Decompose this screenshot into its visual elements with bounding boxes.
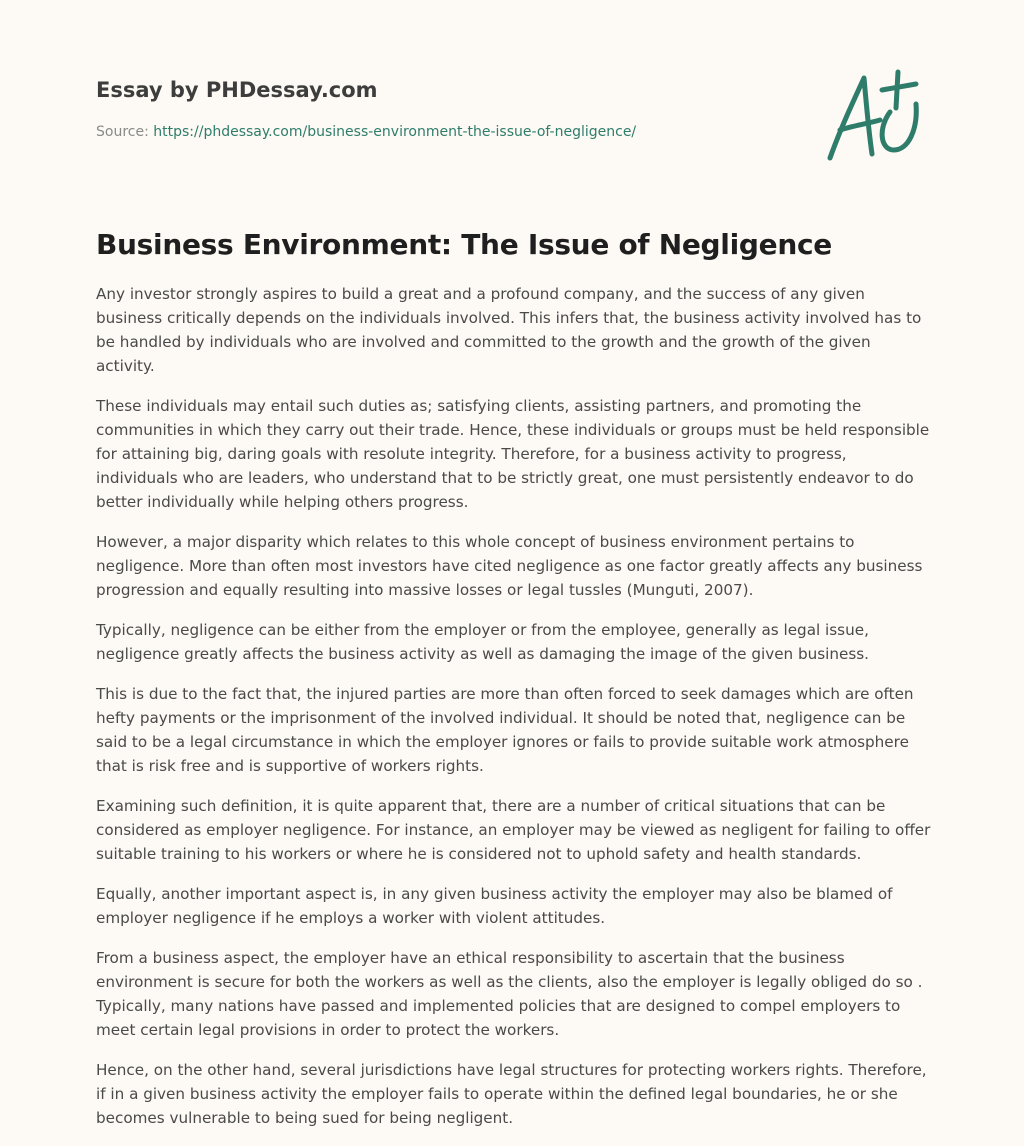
essay-paragraph: From a business aspect, the employer have an ethical responsibility to ascertain that the business environment is secure for both the workers as well as the clients, also the employer is legally obliged do so . Typically, many nations have passed and implemented policies that are designed to compel employers to meet certain legal provisions in order to protect the workers. <box>96 949 923 1039</box>
essay-paragraph: This is due to the fact that, the injured parties are more than often forced to seek damages which are often hefty payments or the imprisonment of the involved individual. It should be noted that, negligence can be said to be a legal circumstance in which the employer ignores or fails to provide suitable work atmosphere that is risk free and is supportive of workers rights. <box>96 685 914 775</box>
essay-title: Business Environment: The Issue of Negligence <box>96 228 832 261</box>
essay-header <box>96 76 816 142</box>
essay-body <box>96 226 932 1146</box>
a-plus-logo-icon <box>822 68 928 164</box>
essay-paragraph: These individuals may entail such duties as; satisfying clients, assisting partners, and promoting the communities in which they carry out their trade. Hence, these individuals or groups must be held responsible for attaining big, daring goals with resolute integrity. Therefore, for a business activity to progress, individuals who are leaders, who understand that to be strictly great, one must persistently endeavor to do better individually while helping others progress. <box>96 397 930 511</box>
source-link[interactable]: https://phdessay.com/business-environment-the-issue-of-negligence/ <box>153 124 637 140</box>
essay-paragraph: Hence, on the other hand, several jurisdictions have legal structures for protecting workers rights. Therefore, if in a given business activity the employer fails to operate within the defined legal boundaries, he or she becomes vulnerable to being sued for being negligent. <box>96 1061 927 1127</box>
source-line <box>96 122 816 142</box>
essay-paragraph: Any investor strongly aspires to build a great and a profound company, and the success of any given business critically depends on the individuals involved. This infers that, the business activity involved has to be handled by individuals who are involved and committed to the growth and the growth of the given activity. <box>96 285 922 375</box>
site-brand: Essay by PHDessay.com <box>96 78 378 102</box>
essay-paragraph: However, a major disparity which relates to this whole concept of business environment pertains to negligence. More than often most investors have cited negligence as one factor greatly affects any business progression and equally resulting into massive losses or legal tussles (Munguti, 2007). <box>96 533 923 599</box>
essay-paragraph: Examining such definition, it is quite apparent that, there are a number of critical situations that can be considered as employer negligence. For instance, an employer may be viewed as negligent for failing to offer suitable training to his workers or where he is considered not to uphold safety and health standards. <box>96 797 931 863</box>
essay-paragraph: Typically, negligence can be either from the employer or from the employee, generally as legal issue, negligence greatly affects the business activity as well as damaging the image of the given business. <box>96 621 870 663</box>
source-label: Source: <box>96 124 149 140</box>
essay-paragraph: Equally, another important aspect is, in any given business activity the employer may also be blamed of employer negligence if he employs a worker with violent attitudes. <box>96 885 893 927</box>
